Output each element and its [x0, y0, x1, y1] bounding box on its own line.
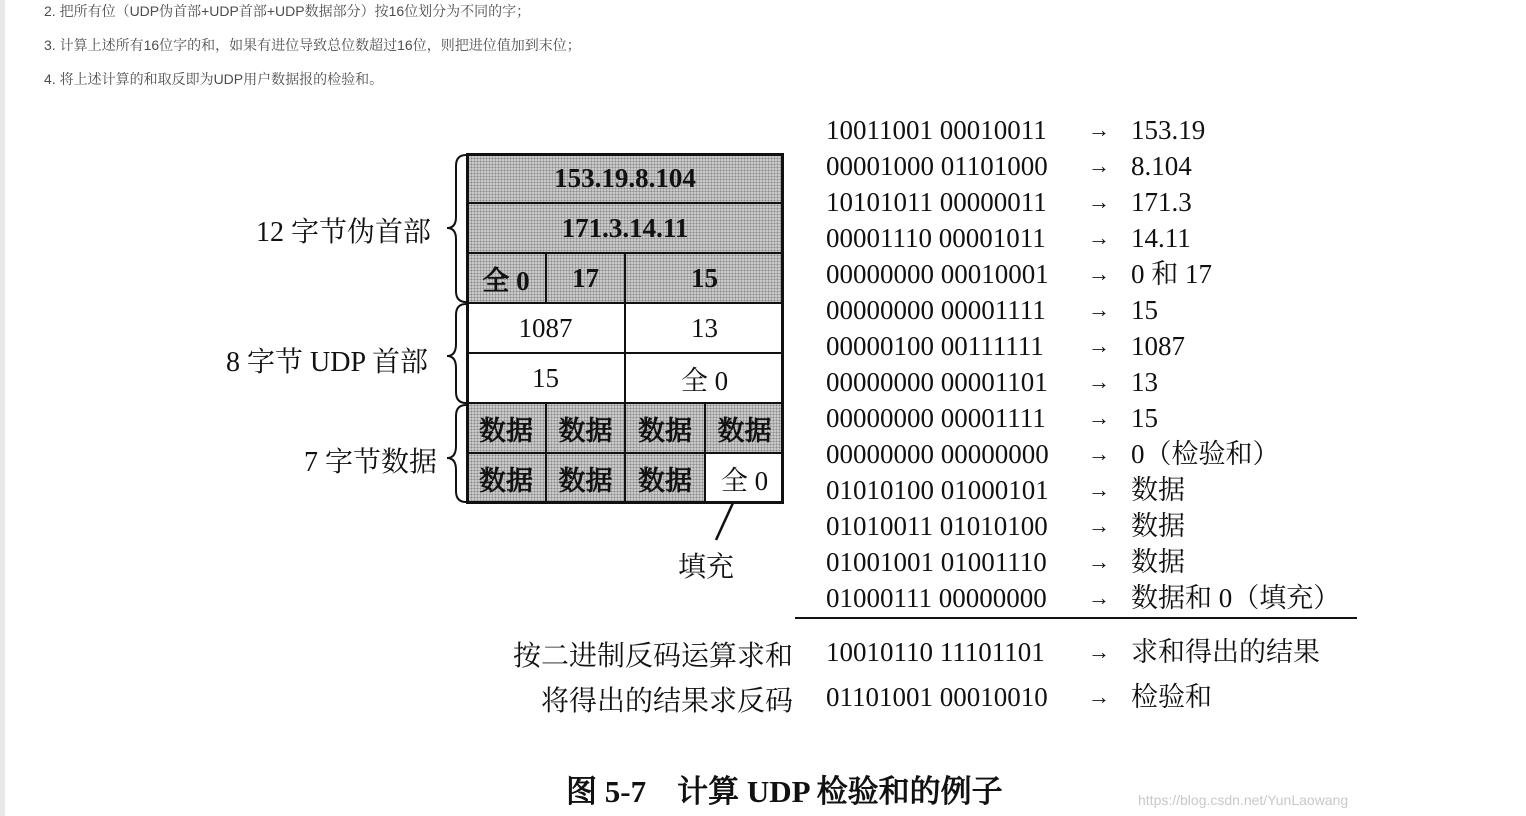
bit-row-bits: 10011001 00010011	[826, 115, 1047, 145]
arrow-icon: →	[1088, 297, 1110, 322]
bit-row-value: 0 和 17	[1131, 259, 1212, 289]
bit-row-value: 数据	[1131, 511, 1185, 541]
bit-row-bits: 01010011 01010100	[826, 511, 1048, 541]
arrow-icon: →	[1088, 549, 1110, 574]
watermark: https://blog.csdn.net/YunLaowang	[1138, 792, 1349, 808]
arrow-icon: →	[1088, 261, 1110, 286]
data-cell: 数据	[705, 403, 784, 453]
pseudo-header-label: 12 字节伪首部	[256, 217, 432, 248]
bit-row-bits: 00000100 00111111	[826, 331, 1044, 361]
inverse-bits: 01101001 00010010	[826, 682, 1048, 712]
bit-row-value: 15	[1131, 295, 1158, 325]
arrow-icon: →	[1088, 189, 1110, 214]
inverse-value: 检验和	[1131, 682, 1212, 712]
inverse-label: 将得出的结果求反码	[541, 686, 794, 717]
src-ip-cell: 153.19.8.104	[466, 153, 784, 203]
sum-label: 按二进制反码运算求和	[513, 641, 794, 672]
sum-value: 求和得出的结果	[1131, 637, 1320, 667]
data-cell: 数据	[625, 453, 705, 504]
arrow-icon: →	[1088, 369, 1110, 394]
dst-port-cell: 13	[625, 303, 784, 353]
arrow-icon: →	[1088, 441, 1110, 466]
bit-row-value: 1087	[1131, 331, 1185, 361]
arrow-icon: →	[1088, 585, 1110, 610]
step-item: 2. 把所有位（UDP伪首部+UDP首部+UDP数据部分）按16位划分为不同的字；	[44, 3, 531, 19]
src-port-cell: 1087	[466, 303, 625, 353]
bit-row-bits: 00001000 01101000	[826, 151, 1048, 181]
arrow-icon: →	[1088, 405, 1110, 430]
bit-row-bits: 00000000 00001111	[826, 403, 1046, 433]
step-item: 3. 计算上述所有16位字的和，如果有进位导致总位数超过16位，则把进位值加到末位；	[44, 37, 581, 53]
datagram-grid	[466, 153, 784, 504]
bit-row-value: 13	[1131, 367, 1158, 397]
data-cell: 数据	[546, 453, 625, 504]
bit-row-bits: 01000111 00000000	[826, 583, 1047, 613]
arrow-icon: →	[1088, 639, 1110, 664]
bit-row-value: 171.3	[1131, 187, 1192, 217]
bit-row-bits: 00000000 00001111	[826, 295, 1046, 325]
brace-pseudo	[447, 155, 466, 302]
bit-row-bits: 00000000 00000000	[826, 439, 1049, 469]
bit-row-value: 0（检验和）	[1131, 439, 1280, 469]
length-cell: 15	[466, 353, 625, 403]
arrow-icon: →	[1088, 153, 1110, 178]
udp-header-label: 8 字节 UDP 首部	[226, 347, 428, 378]
data-label: 7 字节数据	[304, 447, 438, 478]
data-cell: 数据	[466, 453, 546, 504]
step-item: 4. 将上述计算的和取反即为UDP用户数据报的检验和。	[44, 71, 384, 87]
bit-row-value: 8.104	[1131, 151, 1192, 181]
arrow-icon: →	[1088, 117, 1110, 142]
data-cell: 数据	[466, 403, 546, 453]
bit-row-value: 数据	[1131, 475, 1185, 505]
bit-row-value: 14.11	[1131, 223, 1191, 253]
arrow-icon: →	[1088, 684, 1110, 709]
fill-label: 填充	[678, 552, 735, 583]
dst-ip-cell: 171.3.14.11	[466, 203, 784, 253]
bit-row-value: 15	[1131, 403, 1158, 433]
checksum-cell: 全 0	[625, 353, 784, 403]
brace-udp	[447, 304, 466, 403]
bit-row-bits: 01001001 01001110	[826, 547, 1047, 577]
bit-row-bits: 00001110 00001011	[826, 223, 1046, 253]
protocol-cell: 17	[546, 253, 625, 303]
sum-bits: 10010110 11101101	[826, 637, 1045, 667]
udp-length-cell: 15	[625, 253, 784, 303]
bit-row-value: 数据	[1131, 547, 1185, 577]
bit-row-bits: 01010100 01000101	[826, 475, 1049, 505]
bit-row-bits: 00000000 00001101	[826, 367, 1048, 397]
bit-row-bits: 00000000 00010001	[826, 259, 1049, 289]
zero-cell: 全 0	[466, 253, 546, 303]
arrow-icon: →	[1088, 333, 1110, 358]
arrow-icon: →	[1088, 477, 1110, 502]
brace-data	[447, 405, 466, 502]
padding-cell: 全 0	[705, 453, 784, 504]
bit-row-bits: 10101011 00000011	[826, 187, 1047, 217]
data-cell: 数据	[546, 403, 625, 453]
arrow-icon: →	[1088, 225, 1110, 250]
data-cell: 数据	[625, 403, 705, 453]
arrow-icon: →	[1088, 513, 1110, 538]
bit-row-value: 153.19	[1131, 115, 1206, 145]
figure-caption: 图 5-7 计算 UDP 检验和的例子	[566, 774, 1003, 809]
bit-row-value: 数据和 0（填充）	[1131, 583, 1341, 613]
